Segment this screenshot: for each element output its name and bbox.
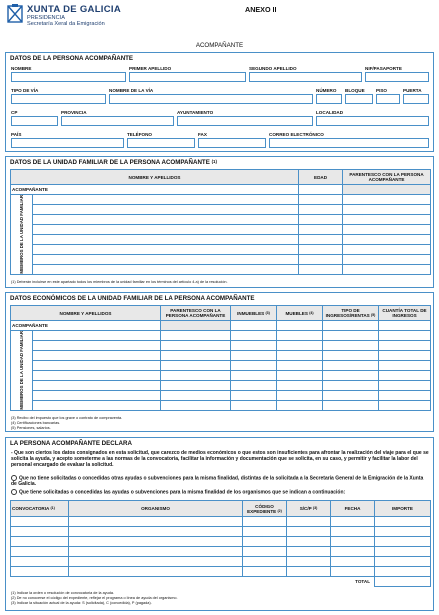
table-cell[interactable] [299,234,343,244]
table-cell[interactable] [161,381,231,391]
economic-note-3: (3) Recibo del impuesto que los grave o contrato de compraventa. [11,416,123,420]
table-cell[interactable] [33,341,161,351]
org-name: XUNTA DE GALICIA [27,4,121,15]
table-cell[interactable] [343,224,431,234]
label-fax: FAX [198,132,207,137]
declaration-note-3: (3) Indicar la situación actual de la ayuda: S (solicitada), C (concedida), P (pagada). [11,601,152,605]
table-cell[interactable] [375,517,431,527]
table-cell[interactable] [379,371,431,381]
col-call-text: CONVOCATORIA [12,506,50,511]
label-name: NOMBRE [11,66,32,71]
table-cell[interactable] [33,381,161,391]
option-other-aids-text: Que tiene solicitadas o concedidas las ayudas o subvenciones para la misma finalidad de los organismos que se indican a continuación: [19,489,346,496]
table-cell[interactable] [379,391,431,401]
phone-field[interactable] [127,138,195,148]
street-type-field[interactable] [11,94,106,104]
section-companion-title: DATOS DE LA PERSONA ACOMPAÑANTE [10,55,134,62]
table-cell[interactable] [33,331,161,341]
label-second-surname: SEGUNDO APELLIDO [249,66,297,71]
col-header-call [11,501,69,517]
table-cell[interactable] [243,567,287,577]
members-label-cell [11,195,33,275]
col-header-organism: ORGANISMO [69,501,243,517]
section-family-unit [5,156,434,288]
declaration-note-1: (1) Indicar la orden o resolución de convocatoria de la ayuda. [11,591,114,595]
table-cell[interactable] [323,321,379,331]
table-cell[interactable] [287,567,331,577]
table-cell[interactable] [331,567,375,577]
fax-field[interactable] [198,138,266,148]
table-cell[interactable] [161,401,231,411]
table-cell[interactable] [331,547,375,557]
col-income-note: (5) [370,313,376,317]
radio-other-aids[interactable] [11,489,17,495]
table-cell[interactable] [331,517,375,527]
label-door: PUERTA [403,88,422,93]
table-cell[interactable] [33,234,299,244]
table-cell[interactable] [11,557,69,567]
table-cell[interactable] [343,204,431,214]
table-cell[interactable] [231,341,277,351]
col-header-names: NOMBRE Y APELLIDOS [11,170,299,185]
table-cell[interactable] [243,527,287,537]
table-cell[interactable] [11,527,69,537]
members-label: MIEMBROS DE LA UNIDAD FAMILIAR [19,195,24,274]
table-cell[interactable] [69,567,243,577]
table-cell[interactable] [287,547,331,557]
section-family-title-note: (1) [211,159,217,164]
col-header-status [287,501,331,517]
table-cell[interactable] [379,321,431,331]
table-cell[interactable] [323,351,379,361]
table-cell[interactable] [231,351,277,361]
economic-table [10,305,431,411]
table-cell[interactable] [161,351,231,361]
table-cell[interactable] [11,567,69,577]
table-cell[interactable] [243,537,287,547]
col-header-names: NOMBRE Y APELLIDOS [11,306,161,321]
table-cell[interactable] [277,341,323,351]
section-family-title-text: DATOS DE LA UNIDAD FAMILIAR DE LA PERSONA ACOMPAÑANTE [10,159,210,166]
col-header-code [243,501,287,517]
email-field[interactable] [269,138,429,148]
col-property-note: (3) [265,310,270,315]
col-header-movables [277,306,323,321]
col-movables-text: MUEBLES [285,310,308,316]
table-cell[interactable] [161,371,231,381]
label-first-surname: PRIMER APELLIDO [129,66,172,71]
option-no-other-aids-text: Que no tiene solicitadas o concedidas otras ayudas o subvenciones para la misma finalidad, distintas de la solicitada a la Secretaría General de la Emigración de la Xunta de Galicia. [11,475,424,488]
label-street-name: NOMBRE DE LA VÍA [109,88,154,93]
col-code-text: CÓDIGO EXPEDIENTE [247,503,277,514]
table-cell[interactable] [243,557,287,567]
table-cell[interactable] [379,331,431,341]
members-label-cell [11,331,33,411]
col-header-amount: IMPORTE [375,501,431,517]
label-block: BLOQUE [345,88,365,93]
label-street-type: TIPO DE VÍA [11,88,39,93]
table-cell[interactable] [277,371,323,381]
table-cell[interactable] [299,224,343,234]
table-cell[interactable] [161,331,231,341]
col-movables-note: (4) [309,310,314,315]
row-companion-label: ACOMPAÑANTE [11,185,299,195]
name-field[interactable] [11,72,126,82]
province-field[interactable] [61,116,174,126]
col-header-age: EDAD [299,170,343,185]
table-cell[interactable] [299,254,343,264]
block-field[interactable] [345,94,373,104]
table-cell[interactable] [375,537,431,547]
table-cell[interactable] [379,401,431,411]
number-field[interactable] [316,94,342,104]
table-cell[interactable] [161,391,231,401]
annex-label: ANEXO II [245,5,277,14]
table-cell[interactable] [379,361,431,371]
table-cell[interactable] [299,264,343,274]
economic-note-4: (4) Certificaciones bancarias. [11,421,61,425]
col-header-income [323,306,379,321]
table-cell[interactable] [343,234,431,244]
section-family-title [10,159,217,166]
other-aids-table [10,500,431,587]
table-cell[interactable] [33,224,299,234]
table-cell[interactable] [277,331,323,341]
members-label: MIEMBROS DE LA UNIDAD FAMILIAR [19,331,24,410]
total-label: TOTAL [11,577,375,587]
table-cell[interactable] [375,547,431,557]
table-cell[interactable] [323,361,379,371]
section-declaration-title: LA PERSONA ACOMPAÑANTE DECLARA [10,440,132,447]
table-cell[interactable] [69,557,243,567]
label-number: NÚMERO [316,88,337,93]
table-cell[interactable] [33,214,299,224]
label-email: CORREO ELECTRÓNICO [269,132,324,137]
companion-relation-cell [343,185,431,195]
table-cell[interactable] [243,517,287,527]
section-economic-data [5,292,434,432]
col-header-date: FECHA [331,501,375,517]
table-cell[interactable] [277,361,323,371]
section-companion-data [5,52,434,152]
table-cell[interactable] [33,195,299,205]
table-cell[interactable] [323,331,379,341]
table-cell[interactable] [231,361,277,371]
label-province: PROVINCIA [61,110,87,115]
table-cell[interactable] [379,351,431,361]
table-cell[interactable] [33,204,299,214]
label-municipality: AYUNTAMIENTO [177,110,214,115]
table-cell[interactable] [343,214,431,224]
table-cell[interactable] [343,254,431,264]
table-cell[interactable] [69,547,243,557]
table-cell[interactable] [379,381,431,391]
table-cell[interactable] [375,527,431,537]
table-cell[interactable] [69,537,243,547]
row-companion-label: ACOMPAÑANTE [11,321,161,331]
table-cell[interactable] [323,341,379,351]
municipality-field[interactable] [177,116,313,126]
companion-relation-cell [161,321,231,331]
table-cell[interactable] [287,537,331,547]
table-cell[interactable] [231,321,277,331]
declaration-statement: - Que son ciertos los datos consignados en esta solicitud, que carezco de medios económicos o que estos son insuficientes para afrontar la realización del viaje para el que se solicita la ayuda, y acepto someterme a las normas de la convocatoria, facilitar la información y documentación que se solicita, en su caso, y permitir y facilitar la labor del personal encargado de evaluar la solicitud. [11,450,429,468]
table-cell[interactable] [287,527,331,537]
label-phone: TELÉFONO [127,132,153,137]
total-amount-cell[interactable] [375,577,431,587]
table-cell[interactable] [277,351,323,361]
postal-code-field[interactable] [11,116,58,126]
table-cell[interactable] [33,244,299,254]
table-cell[interactable] [11,547,69,557]
table-cell[interactable] [231,381,277,391]
table-cell[interactable] [323,381,379,391]
table-cell[interactable] [277,381,323,391]
col-status-text: S/C/P [299,506,312,511]
second-surname-field[interactable] [249,72,362,82]
col-code-note: (2) [277,508,282,513]
table-cell[interactable] [231,331,277,341]
street-name-field[interactable] [109,94,313,104]
table-cell[interactable] [323,371,379,381]
col-status-note: (3) [312,506,318,510]
label-locality: LOCALIDAD [316,110,344,115]
table-cell[interactable] [343,195,431,205]
option-other-aids[interactable] [11,489,429,495]
table-cell[interactable] [299,195,343,205]
sub-department: Secretaría Xeral da Emigración [27,21,105,27]
table-cell[interactable] [161,361,231,371]
table-cell[interactable] [379,341,431,351]
col-income-text: TIPO DE INGRESOS/RENTAS [325,308,370,318]
table-cell[interactable] [33,351,161,361]
option-no-other-aids[interactable] [11,475,429,487]
door-field[interactable] [403,94,429,104]
declaration-note-2: (2) De no conocerse el código del expediente, reflejar el programa o línea de ayuda del organismo. [11,596,178,600]
table-cell[interactable] [11,517,69,527]
radio-no-other-aids[interactable] [11,475,17,481]
label-postal-code: CP [11,110,18,115]
family-unit-table [10,169,431,275]
label-nif: NIF/PASAPORTE [365,66,402,71]
table-cell[interactable] [69,517,243,527]
companion-age-cell[interactable] [299,185,343,195]
table-cell[interactable] [11,537,69,547]
col-property-text: INMUEBLES [237,310,265,316]
document-title: ACOMPAÑANTE [195,42,244,49]
locality-field[interactable] [316,116,429,126]
economic-note-5: (5) Pensiones, salarios. [11,426,51,430]
logo [5,4,25,24]
xunta-logo-icon [5,4,25,24]
family-footnote: (1) Deberán incluirse en este apartado todos los miembros de la unidad familiar en los términos del artículo 4.a) de la resolución. [11,280,228,284]
country-field[interactable] [11,138,124,148]
col-header-total: CUANTÍA TOTAL DE INGRESOS [379,306,431,321]
table-cell[interactable] [323,401,379,411]
table-cell[interactable] [33,371,161,381]
table-cell[interactable] [161,341,231,351]
floor-field[interactable] [376,94,400,104]
table-cell[interactable] [331,557,375,567]
first-surname-field[interactable] [129,72,246,82]
table-cell[interactable] [277,401,323,411]
table-cell[interactable] [375,557,431,567]
col-call-note: (1) [50,506,55,510]
table-cell[interactable] [33,391,161,401]
col-header-relation: PARENTESCO CON LA PERSONA ACOMPAÑANTE [161,306,231,321]
table-cell[interactable] [375,567,431,577]
table-cell[interactable] [299,244,343,254]
table-cell[interactable] [231,391,277,401]
table-cell[interactable] [343,264,431,274]
table-cell[interactable] [33,254,299,264]
department: PRESIDENCIA [27,15,65,21]
table-cell[interactable] [287,557,331,567]
table-cell[interactable] [331,537,375,547]
section-declaration [5,437,434,611]
table-cell[interactable] [231,371,277,381]
table-cell[interactable] [343,244,431,254]
table-cell[interactable] [243,547,287,557]
label-floor: PISO [376,88,387,93]
table-cell[interactable] [323,391,379,401]
label-country: PAÍS [11,132,22,137]
table-cell[interactable] [299,204,343,214]
table-cell[interactable] [69,527,243,537]
table-cell[interactable] [331,527,375,537]
table-cell[interactable] [33,401,161,411]
table-cell[interactable] [277,321,323,331]
table-cell[interactable] [287,517,331,527]
col-header-property [231,306,277,321]
table-cell[interactable] [33,361,161,371]
table-cell[interactable] [299,214,343,224]
table-cell[interactable] [33,264,299,274]
col-header-relation: PARENTESCO CON LA PERSONA ACOMPAÑANTE [343,170,431,185]
table-cell[interactable] [277,391,323,401]
table-cell[interactable] [231,401,277,411]
nif-field[interactable] [365,72,429,82]
section-economic-title: DATOS ECONÓMICOS DE LA UNIDAD FAMILIAR DE LA PERSONA ACOMPAÑANTE [10,295,255,302]
